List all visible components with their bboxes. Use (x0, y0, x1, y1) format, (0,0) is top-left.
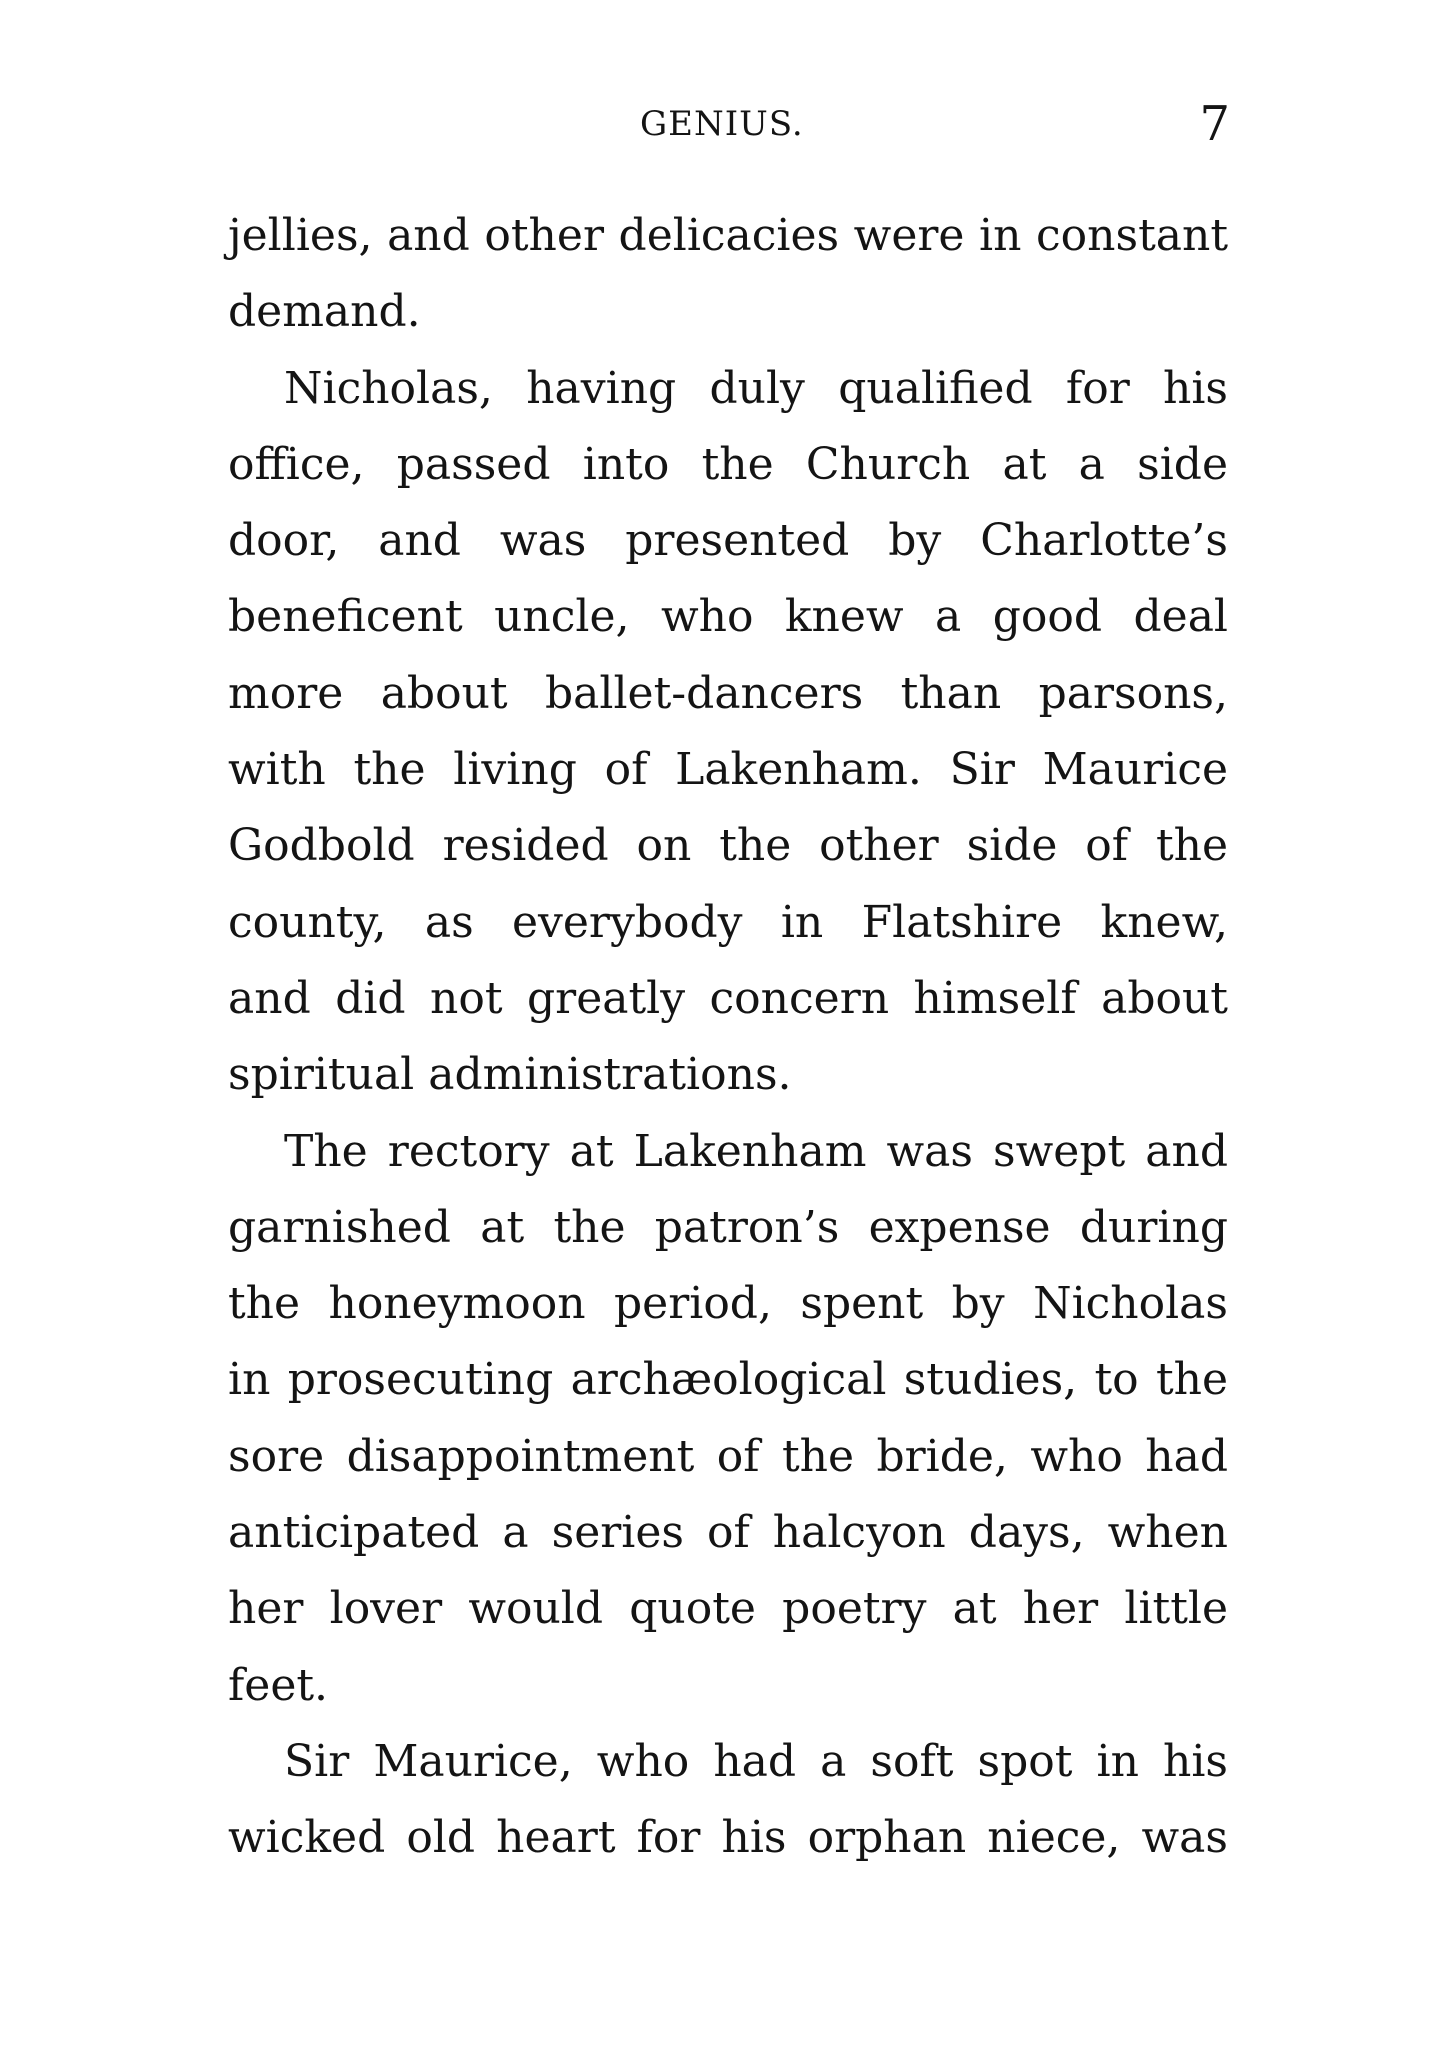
text-line: sore disappointment of the bride, who had (228, 1430, 1228, 1482)
text-line: more about ballet-dancers than parsons, (228, 667, 1228, 719)
text-line: in prosecuting archæological studies, to the (228, 1354, 1228, 1406)
text-line: with the living of Lakenham. Sir Maurice (228, 744, 1228, 796)
body-text (228, 198, 1228, 1877)
text-line: Godbold resided on the other side of the (228, 820, 1228, 872)
page-number: 7 (1199, 96, 1230, 152)
text-line: feet. (228, 1659, 329, 1711)
text-line: demand. (228, 286, 421, 338)
text-line: office, passed into the Church at a side (228, 438, 1228, 490)
text-line: Nicholas, having duly qualified for his (284, 362, 1228, 414)
text-line: beneficent uncle, who knew a good deal (228, 591, 1228, 643)
text-line: her lover would quote poetry at her little (228, 1583, 1228, 1635)
text-line: The rectory at Lakenham was swept and (284, 1125, 1228, 1177)
text-line: wicked old heart for his orphan niece, was (228, 1812, 1228, 1864)
text-line: spiritual administrations. (228, 1049, 792, 1101)
text-line: Sir Maurice, who had a soft spot in his (284, 1735, 1228, 1787)
text-line: door, and was presented by Charlotte’s (228, 515, 1228, 567)
running-head (230, 96, 1230, 156)
running-title: GENIUS. (640, 104, 804, 144)
text-line: jellies, and other delicacies were in constant (228, 210, 1228, 261)
text-line: garnished at the patron’s expense during (228, 1201, 1228, 1253)
text-line: anticipated a series of halcyon days, when (228, 1507, 1228, 1559)
text-line: and did not greatly concern himself about (228, 972, 1228, 1024)
text-line: the honeymoon period, spent by Nicholas (228, 1278, 1228, 1330)
text-line: county, as everybody in Flatshire knew, (228, 896, 1228, 948)
